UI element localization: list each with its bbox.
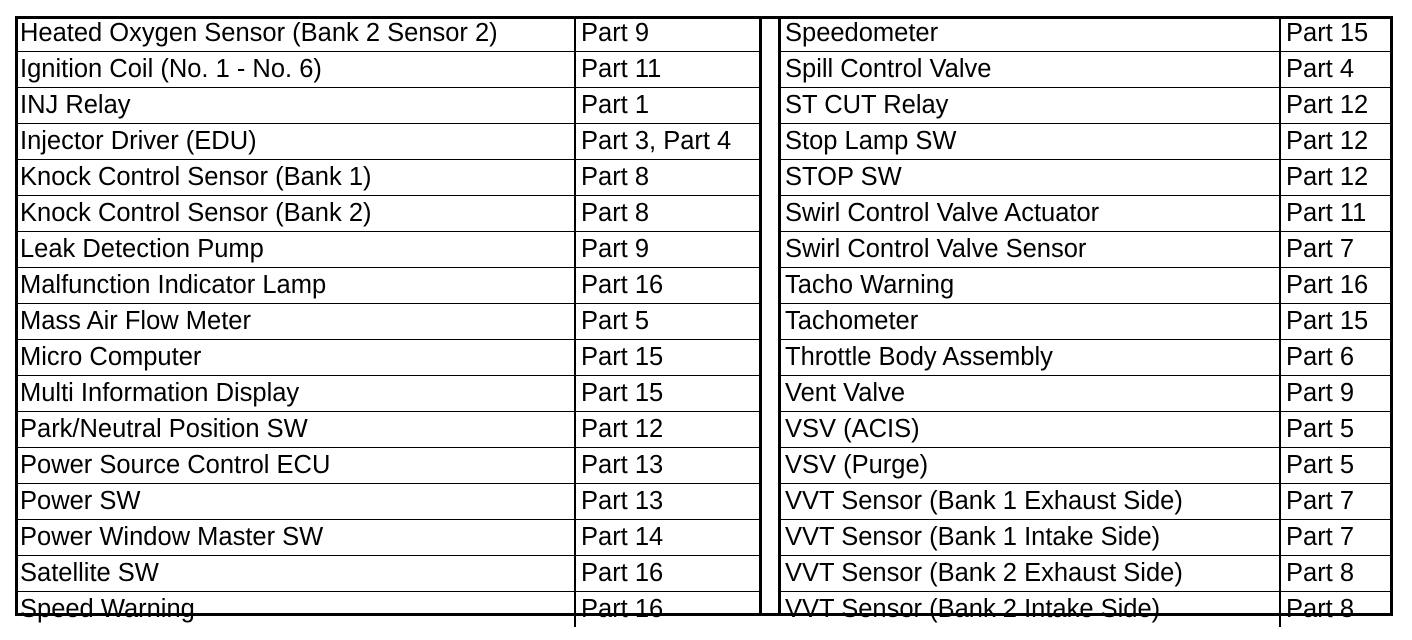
table-row (15, 340, 760, 376)
part-reference-cell: Part 16 (575, 268, 760, 304)
component-name-cell: Power Source Control ECU (15, 448, 575, 484)
table-row (15, 592, 760, 628)
part-reference-cell: Part 13 (575, 484, 760, 520)
component-name-cell: Power SW (15, 484, 575, 520)
component-name-cell: Swirl Control Valve Sensor (780, 232, 1280, 268)
table-row (780, 448, 1393, 484)
part-reference-cell: Part 7 (1280, 520, 1393, 556)
part-reference-cell: Part 11 (575, 52, 760, 88)
table-row (780, 484, 1393, 520)
part-reference-cell: Part 12 (575, 412, 760, 448)
component-name-cell: VVT Sensor (Bank 1 Exhaust Side) (780, 484, 1280, 520)
table-row (15, 88, 760, 124)
table-row (15, 304, 760, 340)
table-row (780, 124, 1393, 160)
component-name-cell: INJ Relay (15, 88, 575, 124)
part-reference-cell: Part 11 (1280, 196, 1393, 232)
part-reference-cell: Part 12 (1280, 160, 1393, 196)
part-reference-cell: Part 12 (1280, 88, 1393, 124)
table-row (15, 412, 760, 448)
part-reference-cell: Part 15 (575, 376, 760, 412)
component-name-cell: Speedometer (780, 16, 1280, 52)
table-row (780, 196, 1393, 232)
table-row (780, 592, 1393, 628)
component-name-cell: Ignition Coil (No. 1 - No. 6) (15, 52, 575, 88)
component-name-cell: Injector Driver (EDU) (15, 124, 575, 160)
part-reference-cell: Part 8 (575, 160, 760, 196)
table-row (15, 268, 760, 304)
table-row (15, 16, 760, 52)
part-reference-cell: Part 13 (575, 448, 760, 484)
part-reference-cell: Part 15 (1286, 19, 1369, 47)
component-name-cell: Power Window Master SW (15, 520, 575, 556)
part-reference-cell: Part 8 (1280, 592, 1393, 628)
table-row (780, 52, 1393, 88)
part-reference-cell: Part 1 (575, 88, 760, 124)
part-reference-cell: Part 6 (1280, 340, 1393, 376)
part-reference-cell: Part 15 (575, 340, 760, 376)
table-row (15, 376, 760, 412)
table-row (780, 16, 1393, 52)
table-row (780, 160, 1393, 196)
component-name-cell: Park/Neutral Position SW (15, 412, 575, 448)
component-name-cell: Knock Control Sensor (Bank 1) (15, 160, 575, 196)
table-row (780, 232, 1393, 268)
table-row (15, 124, 760, 160)
table-row (15, 556, 760, 592)
component-name-cell: VVT Sensor (Bank 2 Exhaust Side) (780, 556, 1280, 592)
component-name-cell: Vent Valve (780, 376, 1280, 412)
table-row (15, 484, 760, 520)
table-row (15, 52, 760, 88)
part-reference-cell: Part 4 (1280, 52, 1393, 88)
component-name-cell: Satellite SW (15, 556, 575, 592)
component-name-cell: Stop Lamp SW (780, 124, 1280, 160)
component-name-cell: Tacho Warning (780, 268, 1280, 304)
part-reference-cell: Part 15 (1280, 304, 1393, 340)
part-reference-cell: Part 5 (1280, 412, 1393, 448)
part-reference-cell: Part 16 (575, 592, 760, 628)
component-name-cell: Heated Oxygen Sensor (Bank 2 Sensor 2) (15, 16, 575, 52)
table-row (15, 520, 760, 556)
component-name-cell: Spill Control Valve (780, 52, 1280, 88)
part-reference-cell: Part 8 (575, 196, 760, 232)
part-reference-cell: Part 3, Part 4 (575, 124, 760, 160)
component-index-table-right (780, 16, 1393, 627)
part-reference-cell: Part 9 (581, 19, 650, 47)
component-name-cell: Swirl Control Valve Actuator (780, 196, 1280, 232)
table-row (15, 196, 760, 232)
part-reference-cell: Part 5 (575, 304, 760, 340)
component-name-cell: ST CUT Relay (780, 88, 1280, 124)
part-reference-cell: Part 7 (1280, 232, 1393, 268)
component-index-table-left (15, 16, 760, 627)
part-reference-cell: Part 14 (575, 520, 760, 556)
part-reference-cell: Part 7 (1280, 484, 1393, 520)
component-name-cell: VSV (ACIS) (780, 412, 1280, 448)
component-name-cell: Micro Computer (15, 340, 575, 376)
part-reference-cell: Part 16 (575, 556, 760, 592)
table-row (780, 268, 1393, 304)
part-reference-cell: Part 9 (1280, 376, 1393, 412)
component-name-cell: Malfunction Indicator Lamp (15, 268, 575, 304)
table-row (780, 412, 1393, 448)
table-row (15, 232, 760, 268)
component-name-cell: Knock Control Sensor (Bank 2) (15, 196, 575, 232)
component-name-cell: Multi Information Display (15, 376, 575, 412)
table-row (780, 556, 1393, 592)
part-reference-cell: Part 12 (1280, 124, 1393, 160)
component-name-cell: VSV (Purge) (780, 448, 1280, 484)
table-row (780, 304, 1393, 340)
part-reference-cell: Part 5 (1280, 448, 1393, 484)
component-name-cell: Throttle Body Assembly (780, 340, 1280, 376)
component-name-cell: STOP SW (780, 160, 1280, 196)
component-name-cell: Leak Detection Pump (15, 232, 575, 268)
component-name-cell: Mass Air Flow Meter (15, 304, 575, 340)
part-reference-cell: Part 9 (575, 232, 760, 268)
component-name-cell: VVT Sensor (Bank 2 Intake Side) (780, 592, 1280, 628)
table-row (780, 520, 1393, 556)
part-reference-cell: Part 8 (1280, 556, 1393, 592)
table-row (780, 88, 1393, 124)
table-row (780, 376, 1393, 412)
component-name-cell: Speed Warning (15, 592, 575, 628)
table-row (780, 340, 1393, 376)
table-row (15, 160, 760, 196)
component-name-cell: Tachometer (780, 304, 1280, 340)
part-reference-cell: Part 16 (1280, 268, 1393, 304)
component-name-cell: VVT Sensor (Bank 1 Intake Side) (780, 520, 1280, 556)
table-row (15, 448, 760, 484)
